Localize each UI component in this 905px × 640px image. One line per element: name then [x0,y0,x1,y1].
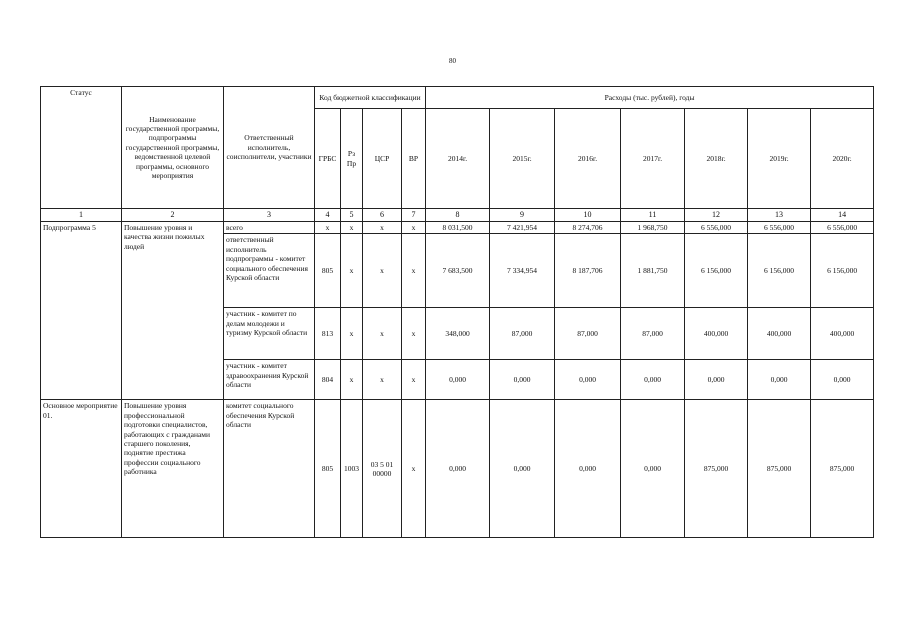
executor-cell: всего [224,222,315,234]
amount-cell: 348,000 [426,308,490,360]
amount-cell: 875,000 [685,400,748,538]
rzpr-cell: х [341,234,363,308]
column-number: 9 [490,209,555,222]
header-grbs: ГРБС [315,109,341,209]
header-name: Наименование государственной программы, подпрограммы государственной программы, ведомственной целевой программы, основного мероприятия [122,87,224,209]
executor-cell: комитет социального обеспечения Курской области [224,400,315,538]
column-number: 1 [41,209,122,222]
amount-cell: 6 156,000 [685,234,748,308]
amount-cell: 0,000 [621,360,685,400]
amount-cell: 400,000 [748,308,811,360]
amount-cell: 0,000 [490,360,555,400]
amount-cell: 875,000 [811,400,874,538]
vr-cell: х [402,308,426,360]
amount-cell: 8 031,500 [426,222,490,234]
grbs-cell: 805 [315,400,341,538]
amount-cell: 7 683,500 [426,234,490,308]
column-number: 6 [363,209,402,222]
header-budget-code: Код бюджетной классификации [315,87,426,109]
column-number: 2 [122,209,224,222]
grbs-cell: 813 [315,308,341,360]
column-number: 14 [811,209,874,222]
budget-table [40,86,874,538]
header-csr: ЦСР [363,109,402,209]
main-event-status: Основное мероприятие 01. [41,400,122,538]
header-year-2017: 2017г. [621,109,685,209]
amount-cell: 0,000 [748,360,811,400]
column-number: 8 [426,209,490,222]
rzpr-cell: х [341,222,363,234]
grbs-cell: 805 [315,234,341,308]
amount-cell: 7 421,954 [490,222,555,234]
amount-cell: 875,000 [748,400,811,538]
grbs-cell: х [315,222,341,234]
amount-cell: 0,000 [426,400,490,538]
subprogram-status: Подпрограмма 5 [41,222,122,400]
vr-cell: х [402,222,426,234]
executor-cell: участник - комитет здравоохранения Курской области [224,360,315,400]
header-vr: ВР [402,109,426,209]
csr-cell: х [363,234,402,308]
amount-cell: 6 156,000 [811,234,874,308]
amount-cell: 1 881,750 [621,234,685,308]
header-year-2019: 2019г. [748,109,811,209]
table-row [41,222,874,234]
executor-cell: участник - комитет по делам молодежи и туризму Курской области [224,308,315,360]
csr-cell: 03 5 01 00000 [363,400,402,538]
header-year-2015: 2015г. [490,109,555,209]
page-number: 80 [449,57,456,65]
amount-cell: 8 274,706 [555,222,621,234]
amount-cell: 400,000 [685,308,748,360]
header-rzpr: Рз Пр [341,109,363,209]
header-expenses: Расходы (тыс. рублей), годы [426,87,874,109]
csr-cell: х [363,360,402,400]
amount-cell: 0,000 [621,400,685,538]
header-year-2020: 2020г. [811,109,874,209]
header-status: Статус [41,87,122,209]
vr-cell: х [402,234,426,308]
csr-cell: х [363,222,402,234]
column-number-row [41,209,874,222]
amount-cell: 87,000 [490,308,555,360]
amount-cell: 6 556,000 [748,222,811,234]
header-year-2018: 2018г. [685,109,748,209]
rzpr-cell: х [341,308,363,360]
header-year-2014: 2014г. [426,109,490,209]
column-number: 7 [402,209,426,222]
rzpr-cell: 1003 [341,400,363,538]
column-number: 12 [685,209,748,222]
amount-cell: 87,000 [621,308,685,360]
column-number: 10 [555,209,621,222]
amount-cell: 0,000 [811,360,874,400]
amount-cell: 0,000 [490,400,555,538]
column-number: 13 [748,209,811,222]
column-number: 11 [621,209,685,222]
header-executor: Ответственный исполнитель, соисполнители, участники [224,87,315,209]
amount-cell: 0,000 [426,360,490,400]
table-row [41,400,874,538]
vr-cell: х [402,360,426,400]
amount-cell: 8 187,706 [555,234,621,308]
amount-cell: 400,000 [811,308,874,360]
amount-cell: 0,000 [685,360,748,400]
grbs-cell: 804 [315,360,341,400]
amount-cell: 0,000 [555,360,621,400]
column-number: 4 [315,209,341,222]
amount-cell: 0,000 [555,400,621,538]
amount-cell: 6 556,000 [811,222,874,234]
amount-cell: 6 156,000 [748,234,811,308]
main-event-name: Повышение уровня профессиональной подготовки специалистов, работающих с гражданами старшего поколения, поднятие престижа профессии социального работника [122,400,224,538]
column-number: 3 [224,209,315,222]
rzpr-cell: х [341,360,363,400]
amount-cell: 1 968,750 [621,222,685,234]
amount-cell: 87,000 [555,308,621,360]
header-year-2016: 2016г. [555,109,621,209]
csr-cell: х [363,308,402,360]
column-number: 5 [341,209,363,222]
executor-cell: ответственный исполнитель подпрограммы - комитет социального обеспечения Курской области [224,234,315,308]
vr-cell: х [402,400,426,538]
subprogram-name: Повышение уровня и качества жизни пожилых людей [122,222,224,400]
amount-cell: 6 556,000 [685,222,748,234]
amount-cell: 7 334,954 [490,234,555,308]
